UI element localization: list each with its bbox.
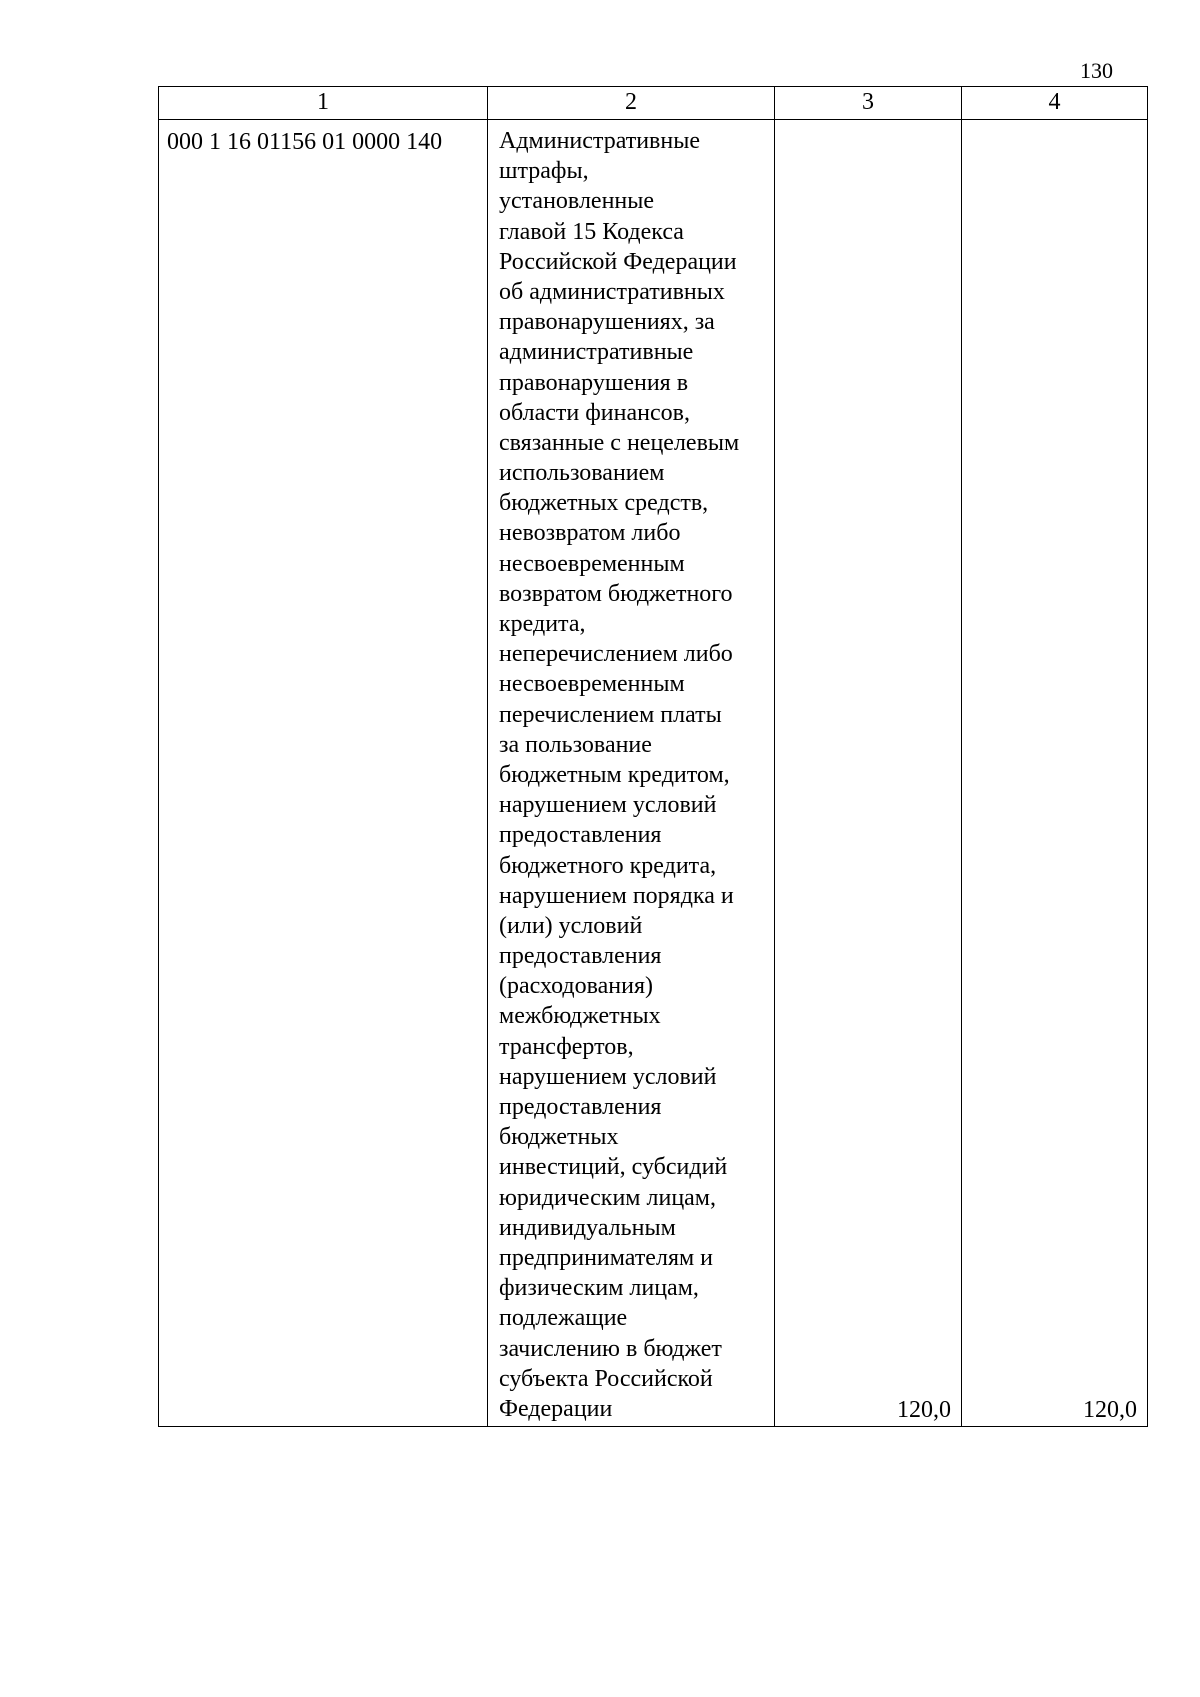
- description-line: предпринимателям и: [499, 1244, 714, 1271]
- description-line: правонарушения в: [499, 369, 689, 396]
- description-line: главой 15 Кодекса: [499, 218, 684, 245]
- header-row: [159, 87, 1148, 120]
- description-line: бюджетных средств,: [499, 490, 709, 517]
- description-line: (расходования): [499, 973, 653, 1000]
- description-line: области финансов,: [499, 399, 690, 426]
- description-line: связанные с нецелевым: [499, 429, 740, 456]
- description-line: бюджетного кредита,: [499, 852, 717, 879]
- description-line: предоставления: [499, 822, 662, 849]
- header-col-4: 4: [962, 87, 1148, 120]
- budget-code-cell: 000 1 16 01156 01 0000 140: [159, 120, 488, 1427]
- page-number: 130: [1080, 58, 1113, 83]
- description-line: правонарушениях, за: [499, 309, 715, 336]
- description-line: неперечислением либо: [499, 641, 733, 668]
- description-line: зачислению в бюджет: [499, 1335, 722, 1362]
- header-col-3: 3: [775, 87, 962, 120]
- budget-table: [158, 86, 1148, 1427]
- description-line: возвратом бюджетного: [499, 580, 733, 607]
- description-line: инвестиций, субсидий: [499, 1154, 728, 1181]
- description-line: штрафы,: [499, 158, 589, 185]
- description-line: несвоевременным: [499, 671, 685, 698]
- description-line: установленные: [499, 188, 655, 215]
- description-line: физическим лицам,: [499, 1275, 699, 1302]
- description-line: использованием: [499, 460, 665, 487]
- description-line: бюджетных: [499, 1124, 619, 1151]
- description-line: предоставления: [499, 1094, 662, 1120]
- description-line: Административные: [499, 128, 701, 154]
- table-row: [159, 120, 1148, 1427]
- description-line: межбюджетных: [499, 1003, 661, 1030]
- description-line: административные: [499, 339, 694, 366]
- description-line: предоставления: [499, 943, 662, 970]
- amount-col-4: 120,0: [962, 120, 1148, 1427]
- description-line: юридическим лицам,: [499, 1184, 716, 1211]
- header-col-1: 1: [159, 87, 488, 120]
- header-col-2: 2: [488, 87, 775, 120]
- amount-col-3: 120,0: [775, 120, 962, 1427]
- description-line: невозвратом либо: [499, 520, 681, 547]
- description-line: нарушением условий: [499, 792, 717, 819]
- description-line: Российской Федерации: [499, 248, 737, 275]
- description-line: трансфертов,: [499, 1033, 634, 1060]
- description-line: Федерации: [499, 1395, 613, 1422]
- description-line: кредита,: [499, 611, 586, 637]
- description-line: (или) условий: [499, 912, 643, 939]
- description-line: об административных: [499, 278, 725, 305]
- description-line: индивидуальным: [499, 1214, 676, 1241]
- description-line: нарушением условий: [499, 1063, 717, 1090]
- description-line: нарушением порядка и: [499, 882, 734, 909]
- description-line: за пользование: [499, 731, 652, 758]
- description-line: перечислением платы: [499, 701, 722, 728]
- description-line: подлежащие: [499, 1305, 628, 1332]
- description-line: субъекта Российской: [499, 1365, 713, 1392]
- description-line: несвоевременным: [499, 550, 685, 577]
- description-line: бюджетным кредитом,: [499, 761, 730, 788]
- description-cell: [488, 120, 775, 1427]
